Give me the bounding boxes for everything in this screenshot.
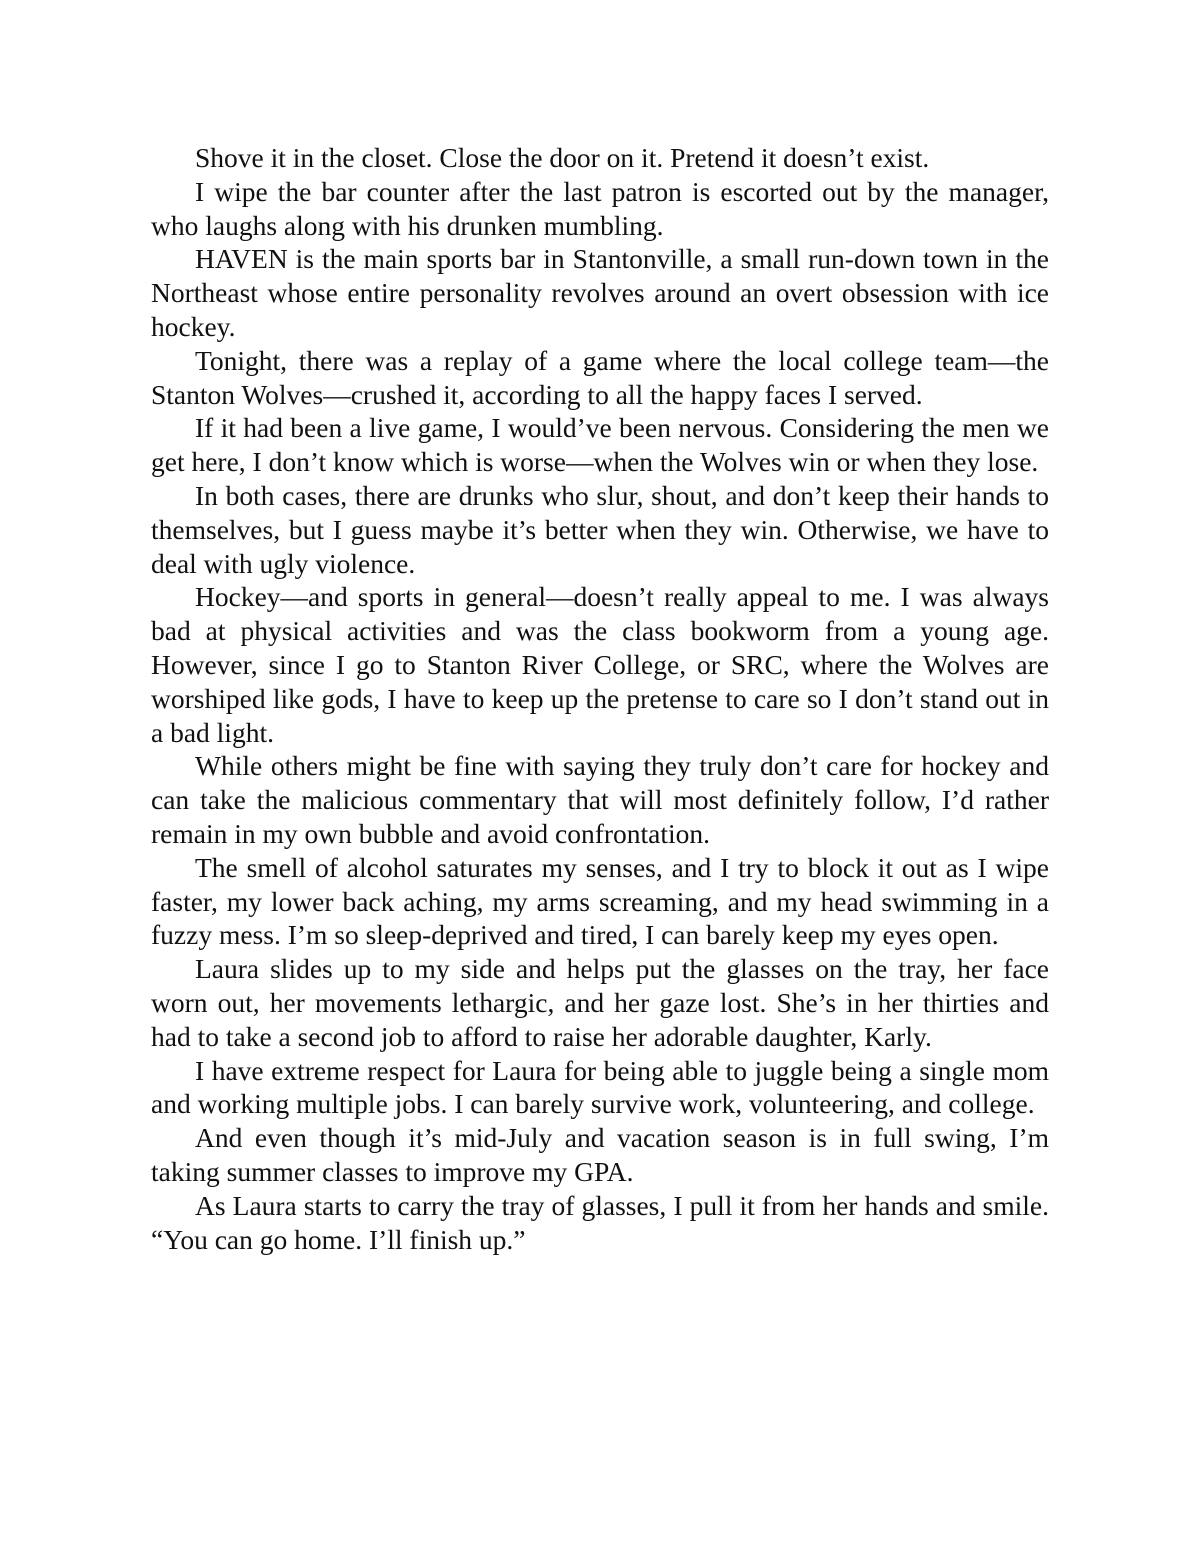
paragraph: HAVEN is the main sports bar in Stantonville, a small run-down town in the Northeast whose entire personality revolves around an overt obsession with ice hockey. [151,243,1049,342]
paragraph: In both cases, there are drunks who slur, shout, and don’t keep their hands to themselves, but I guess maybe it’s better when they win. Otherwise, we have to deal with ugly violence. [151,479,1049,579]
paragraph: As Laura starts to carry the tray of glasses, I pull it from her hands and smile. “You can go home. I’ll finish up.” [151,1189,1049,1255]
paragraph: Tonight, there was a replay of a game where the local college team—the Stanton Wolves—crushed it, according to all the happy faces I served. [151,344,1049,410]
paragraph: While others might be fine with saying they truly don’t care for hockey and can take the malicious commentary that will most definitely follow, I’d rather remain in my own bubble and avoid confrontation. [151,750,1049,849]
page-body [151,141,1049,1256]
paragraph: The smell of alcohol saturates my senses, and I try to block it out as I wipe faster, my lower back aching, my arms screaming, and my head swimming in a fuzzy mess. I’m so sleep-deprived and tired, I can barely keep my eyes open. [151,851,1049,951]
paragraph: And even though it’s mid-July and vacation season is in full swing, I’m taking summer classes to improve my GPA. [151,1122,1049,1187]
paragraph: I have extreme respect for Laura for being able to juggle being a single mom and working multiple jobs. I can barely survive work, volunteering, and college. [151,1054,1049,1120]
paragraph: I wipe the bar counter after the last patron is escorted out by the manager, who laughs along with his drunken mumbling. [151,175,1049,241]
paragraph: If it had been a live game, I would’ve been nervous. Considering the men we get here, I don’t know which is worse—when the Wolves win or when they lose. [151,412,1049,478]
paragraph: Laura slides up to my side and helps put the glasses on the tray, her face worn out, her movements lethargic, and her gaze lost. She’s in her thirties and had to take a second job to afford to raise her adorable daughter, Karly. [151,953,1049,1052]
paragraph: Shove it in the closet. Close the door on it. Pretend it doesn’t exist. [195,142,930,173]
paragraph: Hockey—and sports in general—doesn’t really appeal to me. I was always bad at physical activities and was the class bookworm from a young age. However, since I go to Stanton River College, or SRC, where the Wolves are worshiped like gods, I have to keep up the pretense to care so I don’t stand out in a bad light. [151,581,1049,748]
